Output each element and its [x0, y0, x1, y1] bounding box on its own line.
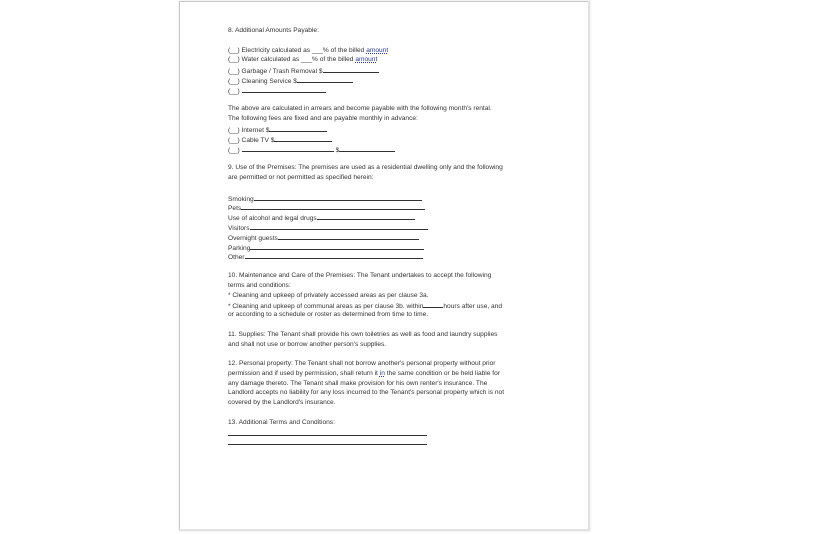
- terms-line-1[interactable]: [228, 428, 546, 438]
- page-edge: [588, 1, 590, 530]
- use-item-label: Pets: [228, 205, 242, 213]
- dollar-sign: $: [335, 146, 340, 154]
- section-11-line-1: 11. Supplies: The Tenant shall provide his own toiletries as well as food and laundry supplies: [228, 330, 498, 338]
- section-10-line-4-text: * Cleaning and upkeep of communal areas as per clause 3b. within: [228, 303, 424, 311]
- section-12-line-3: any damage thereto. The Tenant shall make provision for his own renter's insurance. The: [228, 379, 488, 387]
- garbage-text: (__) Garbage / Trash Removal $: [228, 68, 323, 76]
- use-item-parking: [228, 242, 546, 252]
- arrears-line-2: The following fees are fixed and are payable monthly in advance:: [228, 115, 418, 123]
- other-fee-amount-field[interactable]: [339, 144, 395, 152]
- section-12-line-2c: the same condition or be held liable for: [384, 369, 500, 377]
- section-10-line-2: terms and conditions:: [228, 281, 291, 289]
- document-body: [228, 26, 546, 447]
- document-page: [179, 1, 590, 531]
- amount-link[interactable]: amount: [366, 46, 389, 54]
- section-10-line-4-end: hours after use, and: [443, 303, 503, 311]
- electricity-text: (__) Electricity calculated as ___% of the billed: [228, 46, 367, 54]
- use-item-field[interactable]: [241, 202, 425, 210]
- page-edge: [179, 529, 590, 531]
- use-item-label: Visitors: [228, 224, 250, 232]
- section-12-line-2a: permission and if used by permission, shall return it: [228, 369, 380, 377]
- use-item-field[interactable]: [250, 222, 428, 230]
- section-12-line-5: covered by the Landlord's insurance.: [228, 399, 336, 407]
- cable-text: (__) Cable TV $: [228, 136, 275, 144]
- other-fee-line: [228, 144, 546, 154]
- cable-line: [228, 134, 546, 144]
- use-item-pets: [228, 202, 546, 212]
- section-10-line-4: [228, 300, 546, 310]
- use-item-label: Other: [228, 254, 245, 262]
- water-line: [228, 55, 546, 65]
- section-12-line-2: [228, 369, 546, 379]
- terms-line-2[interactable]: [228, 437, 546, 447]
- hours-field[interactable]: [423, 300, 443, 308]
- blank-fee-line: [228, 85, 546, 95]
- cable-field[interactable]: [274, 134, 332, 142]
- use-item-smoking: [228, 193, 546, 203]
- section-10-line-3: * Cleaning and upkeep of privately accessed areas as per clause 3a.: [228, 291, 429, 299]
- water-text: (__) Water calculated as ___% of the billed: [228, 56, 356, 64]
- section-9-line-2: are permitted or not permitted as specified herein:: [228, 173, 374, 181]
- cleaning-line: [228, 75, 546, 85]
- amount-link[interactable]: amount: [355, 56, 378, 64]
- arrears-line-1: The above are calculated in arrears and become payable with the following month's rental.: [228, 105, 492, 113]
- cleaning-field[interactable]: [297, 75, 353, 83]
- use-item-field[interactable]: [250, 242, 424, 250]
- other-fee-text: (__): [228, 146, 242, 154]
- blank-fee-field[interactable]: [242, 85, 326, 93]
- cleaning-text: (__) Cleaning Service $: [228, 77, 297, 85]
- use-item-alcohol: [228, 212, 546, 222]
- use-item-label: Use of alcohol and legal drugs: [228, 215, 317, 223]
- garbage-field[interactable]: [323, 65, 379, 73]
- section-9-line-1: 9. Use of the Premises: The premises are used as a residential dwelling only and the following: [228, 164, 503, 172]
- use-item-field[interactable]: [317, 212, 415, 220]
- other-fee-name-field[interactable]: [242, 144, 334, 152]
- section-8-heading: 8. Additional Amounts Payable:: [228, 27, 319, 34]
- blank-fee-text: (__): [228, 87, 242, 95]
- use-item-field[interactable]: [254, 193, 422, 201]
- garbage-line: [228, 65, 546, 75]
- section-10-line-5: or according to a schedule or roster as determined from time to time.: [228, 311, 429, 319]
- use-item-visitors: [228, 222, 546, 232]
- section-12-line-1: 12. Personal property: The Tenant shall not borrow another's personal property without prior: [228, 360, 496, 368]
- use-item-label: Parking: [228, 244, 251, 252]
- section-12-line-4: Landlord accepts no liability for any loss incurred to the Tenant's personal property which is not: [228, 389, 505, 397]
- electricity-line: [228, 46, 546, 56]
- use-item-label: Smoking: [228, 195, 254, 203]
- internet-line: [228, 124, 546, 134]
- use-item-field[interactable]: [278, 232, 419, 240]
- in-word-link[interactable]: in: [379, 369, 385, 377]
- use-item-other: [228, 251, 546, 261]
- internet-field[interactable]: [269, 124, 327, 132]
- use-item-label: Overnight guests: [228, 234, 278, 242]
- section-11-line-2: and shall not use or borrow another person's supplies.: [228, 340, 387, 348]
- section-10-line-1: 10. Maintenance and Care of the Premises: The Tenant undertakes to accept the following: [228, 271, 492, 279]
- use-item-field[interactable]: [245, 251, 423, 259]
- internet-text: (__) Internet $: [228, 126, 270, 134]
- use-item-overnight: [228, 232, 546, 242]
- section-13-heading: 13. Additional Terms and Conditions:: [228, 418, 335, 426]
